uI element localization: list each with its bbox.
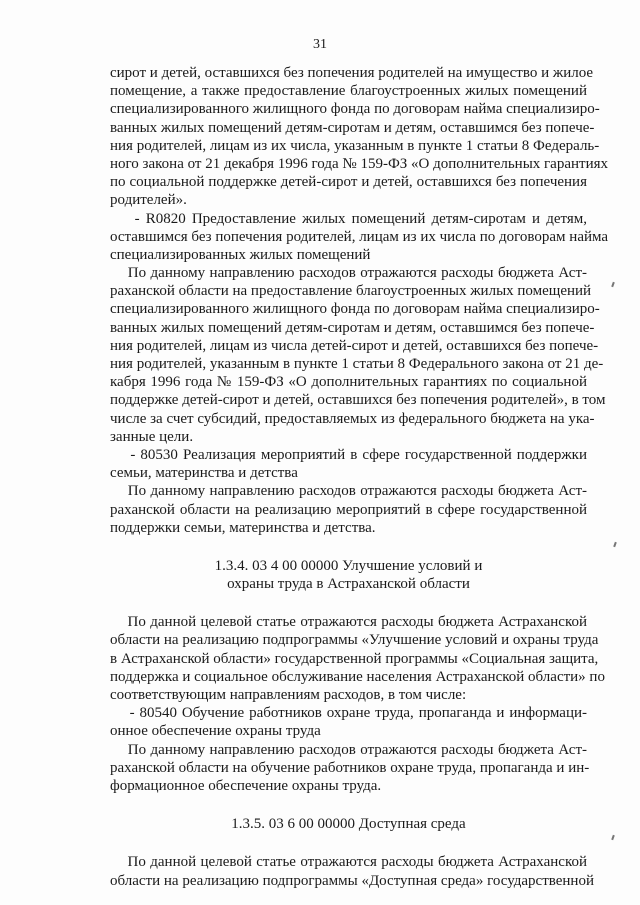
heading-line: 1.3.5. 03 6 00 00000 Доступная среда xyxy=(231,816,466,833)
text-line: сирот и детей, оставшихся без попечения родителей на имущество и жилое xyxy=(110,65,594,81)
text-line: раханской области на предоставление благоустроенных жилых помещений xyxy=(110,283,592,300)
text-line: ния родителей, указанным в пункте 1 статьи 8 Федерального закона от 21 де- xyxy=(110,356,604,372)
section-heading xyxy=(110,557,587,593)
text-line: По данной целевой статье отражаются расходы бюджета Астраханской xyxy=(110,854,587,871)
text-line: области на реализацию подпрограммы «Доступная среда» государственной xyxy=(110,872,594,889)
text-line: - R0820 Предоставление жилых помещений детям-сиротам и детям, xyxy=(110,210,587,227)
text-line: помещение, а также предоставление благоустроенных жилых помещений xyxy=(110,83,587,100)
text-line: По данной целевой статье отражаются расходы бюджета Астраханской xyxy=(110,614,587,631)
paragraph xyxy=(110,264,606,446)
heading-line: 1.3.4. 03 4 00 00000 Улучшение условий и xyxy=(214,557,483,574)
document-body xyxy=(110,64,609,890)
text-line: занные цели. xyxy=(110,428,194,445)
text-line: поддержке детей-сирот и детей, оставшихся без попечения родителей», в том xyxy=(110,392,606,409)
text-line: специализированного жилищного фонда по договорам найма специализиро- xyxy=(110,101,600,118)
heading-line: охраны труда в Астраханской области xyxy=(227,576,470,593)
paragraph xyxy=(110,853,594,889)
text-line: - 80540 Обучение работников охране труда, пропаганда и информаци- xyxy=(110,705,587,722)
paragraph xyxy=(110,704,587,740)
scan-mark xyxy=(611,282,615,287)
text-line: По данному направлению расходов отражаются расходы бюджета Аст- xyxy=(110,483,587,500)
paragraph xyxy=(110,613,605,704)
paragraph xyxy=(110,446,587,482)
text-line: семьи, материнства и детства xyxy=(110,465,298,482)
text-line: родителей». xyxy=(110,192,187,209)
text-line: специализированных жилых помещений xyxy=(110,246,371,263)
text-line: соответствующим направлениям расходов, в том числе: xyxy=(110,687,467,703)
text-line: поддержка и социальное обслуживание населения Астраханской области» по xyxy=(110,668,605,685)
text-line: поддержки семьи, материнства и детства. xyxy=(110,519,376,536)
paragraph xyxy=(110,210,609,265)
text-line: ванных жилых помещений детям-сиротам и детям, оставшимся без попече- xyxy=(110,319,595,336)
text-line: По данному направлению расходов отражаются расходы бюджета Аст- xyxy=(110,741,587,758)
text-line: раханской области на реализацию мероприятий в сфере государственной xyxy=(110,501,587,518)
page-number: 31 xyxy=(313,37,327,52)
text-line: - 80530 Реализация мероприятий в сфере государственной поддержки xyxy=(110,446,587,463)
text-line: ного закона от 21 декабря 1996 года № 159-ФЗ «О дополнительных гарантиях xyxy=(110,155,609,172)
text-line: ния родителей, лицам из числа детей-сирот и детей, оставшихся без попече- xyxy=(110,337,599,354)
text-line: оставшимся без попечения родителей, лицам из их числа по договорам найма xyxy=(110,228,609,245)
text-line: По данному направлению расходов отражаются расходы бюджета Аст- xyxy=(110,265,587,282)
text-line: онное обеспечение охраны труда xyxy=(110,723,321,740)
scan-mark xyxy=(613,542,617,547)
text-line: специализированного жилищного фонда по договорам найма специализиро- xyxy=(110,301,600,318)
text-line: ванных жилых помещений детям-сиротам и детям, оставшимся без попече- xyxy=(110,119,595,136)
section-heading xyxy=(110,815,587,833)
paragraph xyxy=(110,64,609,210)
paragraph xyxy=(110,741,590,796)
text-line: области на реализацию подпрограммы «Улучшение условий и охраны труда xyxy=(110,632,599,649)
paragraph xyxy=(110,482,587,537)
text-line: в Астраханской области» государственной программы «Социальная защита, xyxy=(110,650,599,667)
text-line: кабря 1996 года № 159-ФЗ «О дополнительных гарантиях по социальной xyxy=(110,374,587,391)
text-line: формационное обеспечение охраны труда. xyxy=(110,777,382,794)
scan-mark xyxy=(611,835,615,840)
text-line: по социальной поддержке детей-сирот и детей, оставшихся без попечения xyxy=(110,174,587,191)
text-line: раханской области на обучение работников охране труда, пропаганда и ин- xyxy=(110,759,590,776)
text-line: числе за счет субсидий, предоставляемых из федерального бюджета на ука- xyxy=(110,410,595,427)
text-line: ния родителей, лицам из их числа, указанным в пункте 1 статьи 8 Федераль- xyxy=(110,137,600,154)
